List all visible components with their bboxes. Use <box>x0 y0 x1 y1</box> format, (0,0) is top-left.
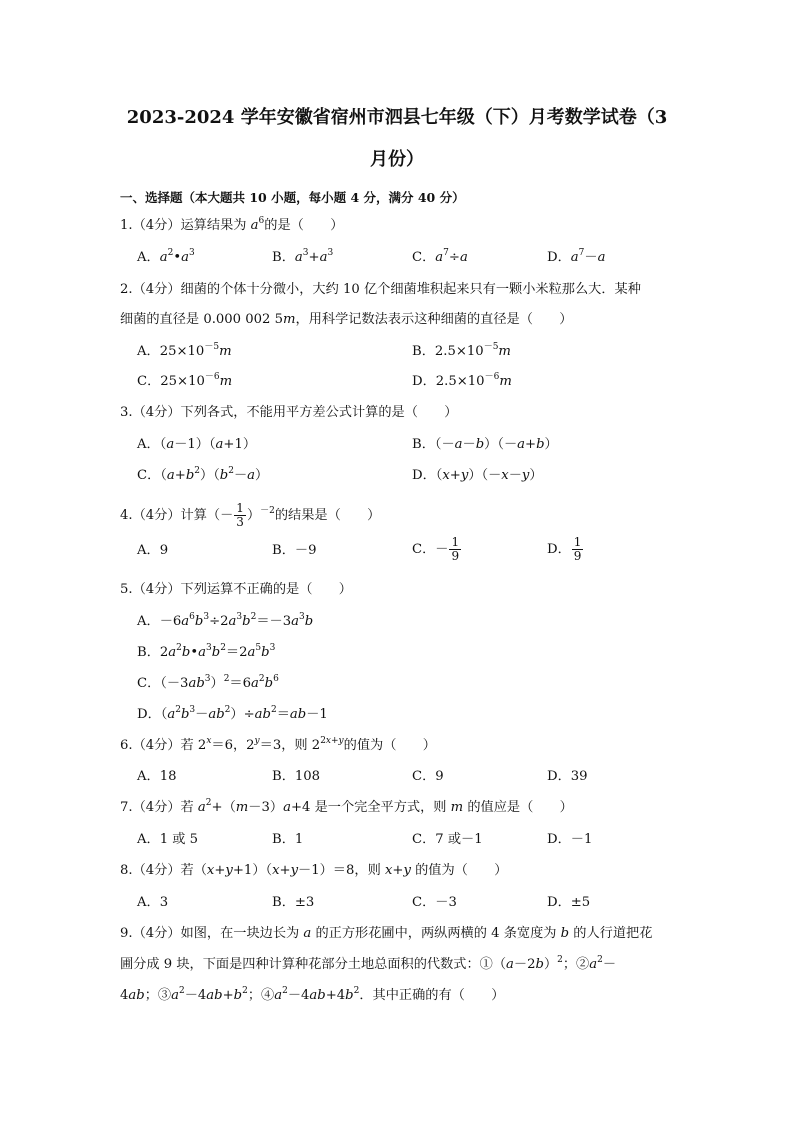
q5-option-d: D．$(a^2b^3-ab^2)\div ab^2=ab-1$ <box>137 705 328 722</box>
question-6: 6.（4分）若 $2^x=6$，$2^y=3$，则 $2^{2x+y}$的值为（ ） <box>120 736 436 753</box>
q8-option-a: A．3 <box>137 895 169 910</box>
q7-option-a: A．1 或 5 <box>137 832 199 847</box>
q2-option-d: D．$2.5\times 10^{-6}m$ <box>412 372 512 389</box>
q1-option-c: C．$a^7\div a$ <box>412 248 468 265</box>
question-2-line1: 2.（4分）细菌的个体十分微小，大约 10 亿个细菌堆积起来只有一颗小米粒那么大．某种 <box>120 282 641 297</box>
exam-title-line2: 月份） <box>370 149 424 170</box>
q8-option-d: D．±5 <box>547 895 591 910</box>
q4-option-a: A．9 <box>137 543 169 558</box>
q6-option-d: D．39 <box>547 769 588 784</box>
question-9-line2: 圃分成 9 块，下面是四种计算种花部分土地总面积的代数式：$①(a-2b)^2$；$②a^2-$ <box>120 955 617 972</box>
q5-option-a: A．$-6a^6b^3\div 2a^3b^2=-3a^3b$ <box>137 612 314 629</box>
q4-option-b: B．－9 <box>272 543 317 558</box>
q6-option-c: C．9 <box>412 769 444 784</box>
question-7: 7.（4分）若 $a^2+(m-3)a+4$ 是一个完全平方式，则 m 的值应是（ ） <box>120 798 573 815</box>
q6-option-b: B．108 <box>272 769 321 784</box>
q3-option-b: B．（－a－b）（－a+b） <box>412 437 558 452</box>
question-9-line3: 4ab；$③a^2-4ab+b^2$；$④a^2-4ab+4b^2$．其中正确的有（ ） <box>120 986 505 1003</box>
q4-option-d: D． $\frac{1}{9}$ <box>547 535 582 563</box>
q1-option-d: D．$a^7-a$ <box>547 248 606 265</box>
question-2-line2: 细菌的直径是 0.000 002 5m，用科学记数法表示这种细菌的直径是（ ） <box>120 312 573 327</box>
question-5: 5.（4分）下列运算不正确的是（ ） <box>120 582 352 597</box>
q7-option-c: C．7 或－1 <box>412 832 483 847</box>
q3-option-a: A．（a－1）（a+1） <box>137 437 257 452</box>
q7-option-d: D．－1 <box>547 832 593 847</box>
question-3: 3.（4分）下列各式，不能用平方差公式计算的是（ ） <box>120 405 458 420</box>
q2-option-b: B．$2.5\times 10^{-5}m$ <box>412 342 511 359</box>
q2-option-c: C．$25\times 10^{-6}m$ <box>137 372 233 389</box>
question-9-line1: 9.（4分）如图，在一块边长为 a 的正方形花圃中，两纵两横的 4 条宽度为 b 的人行道把花 <box>120 926 653 941</box>
q3-option-d: D．（x+y）（－x－y） <box>412 468 543 483</box>
q3-option-c: C．$(a+b^2)(b^2-a)$ <box>137 466 269 483</box>
q1-option-b: B．$a^3+a^3$ <box>272 248 334 265</box>
q4-option-c: C．－ $\frac{1}{9}$ <box>412 535 460 563</box>
q1-option-a: A．$a^2•a^3$ <box>137 248 195 265</box>
exam-title-line1: 2023-2024 学年安徽省宿州市泗县七年级（下）月考数学试卷（3 <box>126 107 668 128</box>
q7-option-b: B．1 <box>272 832 304 847</box>
fraction-one-third: $\frac{1}{3}$ <box>236 501 244 529</box>
q6-option-a: A．18 <box>137 769 177 784</box>
question-8: 8.（4分）若（x+y+1）（x+y－1）＝8，则 x+y 的值为（ ） <box>120 863 508 878</box>
q5-option-b: B．$2a^2b•a^3b^2=2a^5b^3$ <box>137 643 276 660</box>
q2-option-a: A．$25\times 10^{-5}m$ <box>137 342 232 359</box>
section-heading: 一、选择题（本大题共 10 小题，每小题 4 分，满分 40 分） <box>120 190 465 205</box>
question-4: 4.（4分）计算（－ $\frac{1}{3}$ ）$^{-2}$的结果是（ ） <box>120 501 381 529</box>
q8-option-c: C．－3 <box>412 895 457 910</box>
question-1: 1.（4分）运算结果为 $a^6$的是（ ） <box>120 216 344 233</box>
q5-option-c: C．$(-3ab^3)^2=6a^2b^6$ <box>137 674 279 691</box>
q8-option-b: B．±3 <box>272 895 315 910</box>
